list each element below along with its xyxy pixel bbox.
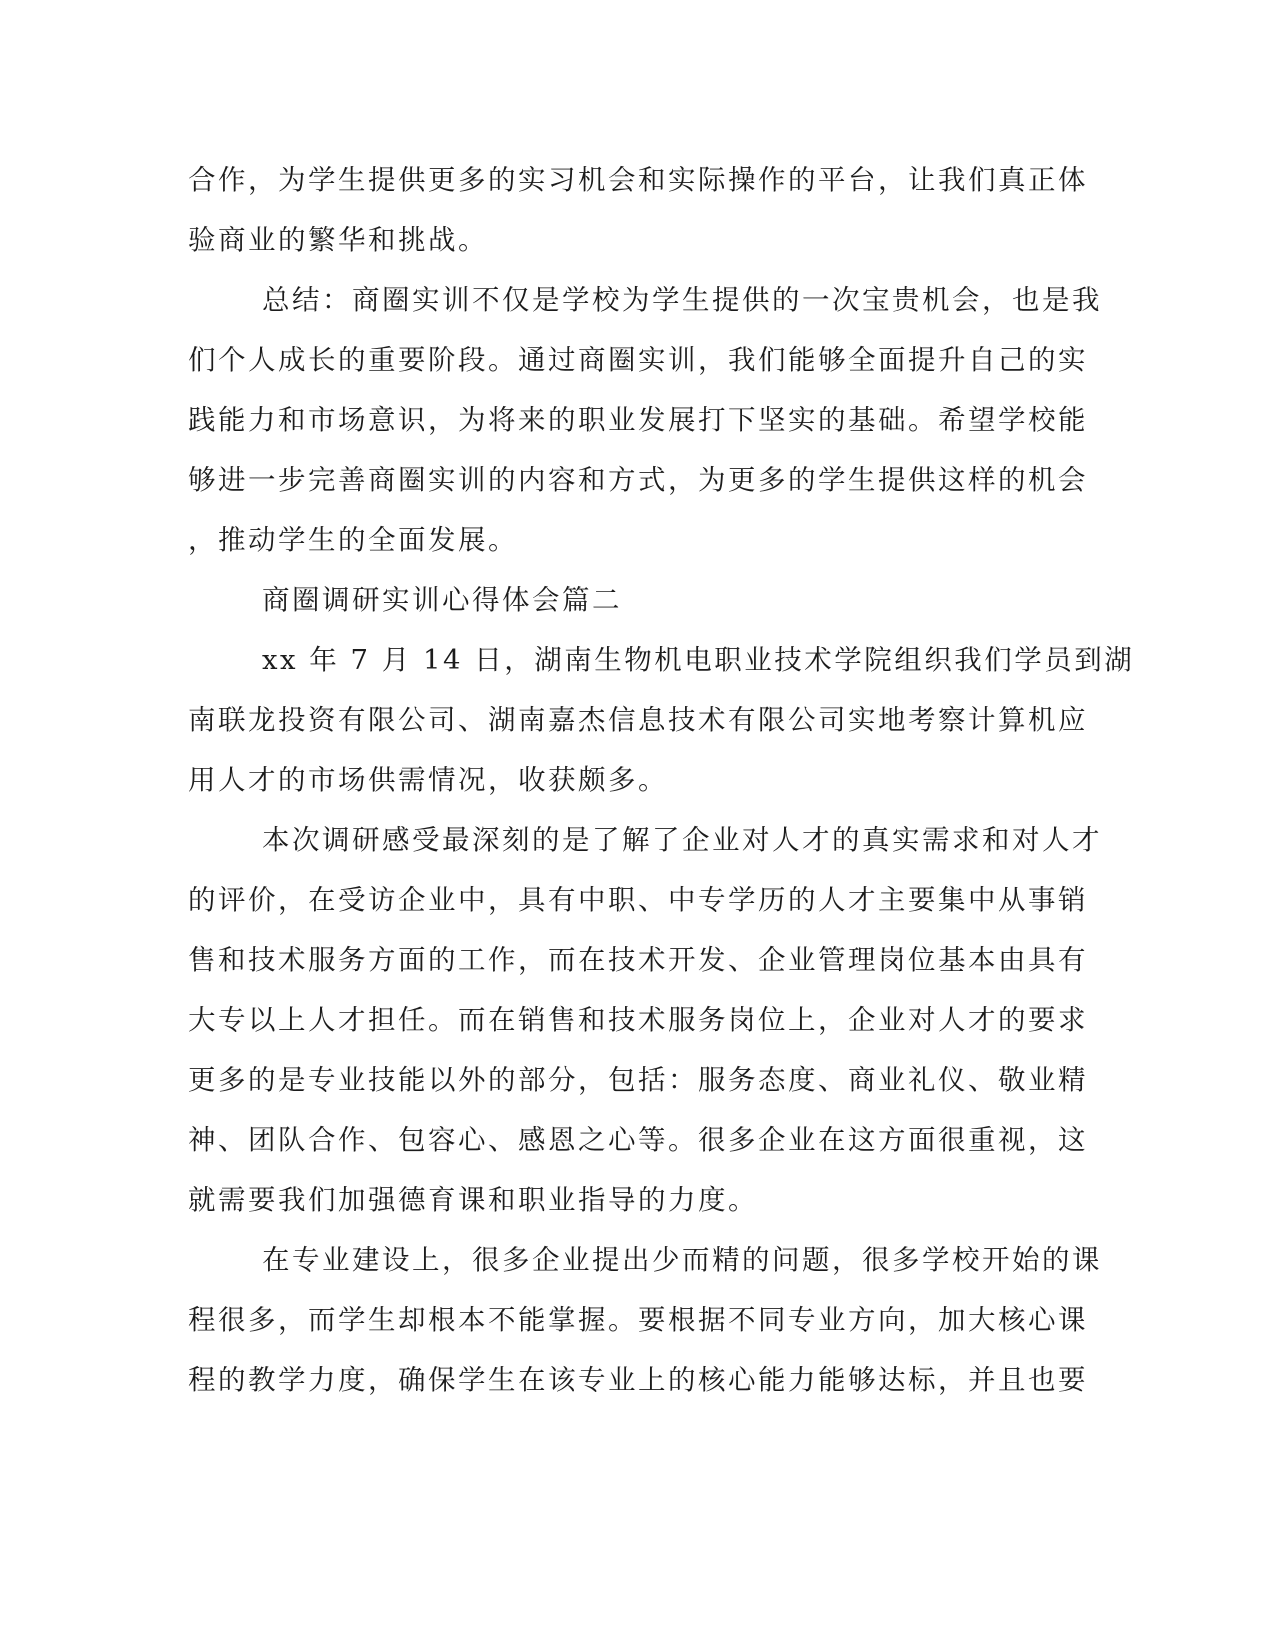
text-line: 验商业的繁华和挑战。 <box>188 224 488 256</box>
text-line: 够进一步完善商圈实训的内容和方式，为更多的学生提供这样的机会 <box>188 464 1088 496</box>
text-line: 总结：商圈实训不仅是学校为学生提供的一次宝贵机会，也是我 <box>262 284 1102 316</box>
text-line: 的评价，在受访企业中，具有中职、中专学历的人才主要集中从事销 <box>188 884 1088 916</box>
text-line: 更多的是专业技能以外的部分，包括：服务态度、商业礼仪、敬业精 <box>188 1064 1088 1096</box>
text-line: 程很多，而学生却根本不能掌握。要根据不同专业方向，加大核心课 <box>188 1304 1088 1336</box>
text-line: 程的教学力度，确保学生在该专业上的核心能力能够达标，并且也要 <box>188 1364 1088 1396</box>
text-line: ，推动学生的全面发展。 <box>188 524 518 556</box>
text-line: 南联龙投资有限公司、湖南嘉杰信息技术有限公司实地考察计算机应 <box>188 704 1088 736</box>
text-line: 用人才的市场供需情况，收获颇多。 <box>188 764 668 796</box>
text-line: 神、团队合作、包容心、感恩之心等。很多企业在这方面很重视，这 <box>188 1124 1088 1156</box>
text-line: 合作，为学生提供更多的实习机会和实际操作的平台，让我们真正体 <box>188 164 1088 196</box>
text-line: 售和技术服务方面的工作，而在技术开发、企业管理岗位基本由具有 <box>188 944 1088 976</box>
text-line: 们个人成长的重要阶段。通过商圈实训，我们能够全面提升自己的实 <box>188 344 1088 376</box>
text-line: 就需要我们加强德育课和职业指导的力度。 <box>188 1184 758 1216</box>
text-line: 大专以上人才担任。而在销售和技术服务岗位上，企业对人才的要求 <box>188 1004 1088 1036</box>
body-text <box>188 150 1135 1410</box>
text-line: 践能力和市场意识，为将来的职业发展打下坚实的基础。希望学校能 <box>188 404 1088 436</box>
text-line: 在专业建设上，很多企业提出少而精的问题，很多学校开始的课 <box>262 1244 1102 1276</box>
text-line: 本次调研感受最深刻的是了解了企业对人才的真实需求和对人才 <box>262 824 1102 856</box>
section-heading: 商圈调研实训心得体会篇二 <box>262 584 622 616</box>
text-line: xx 年 7 月 14 日，湖南生物机电职业技术学院组织我们学员到湖 <box>262 644 1135 676</box>
